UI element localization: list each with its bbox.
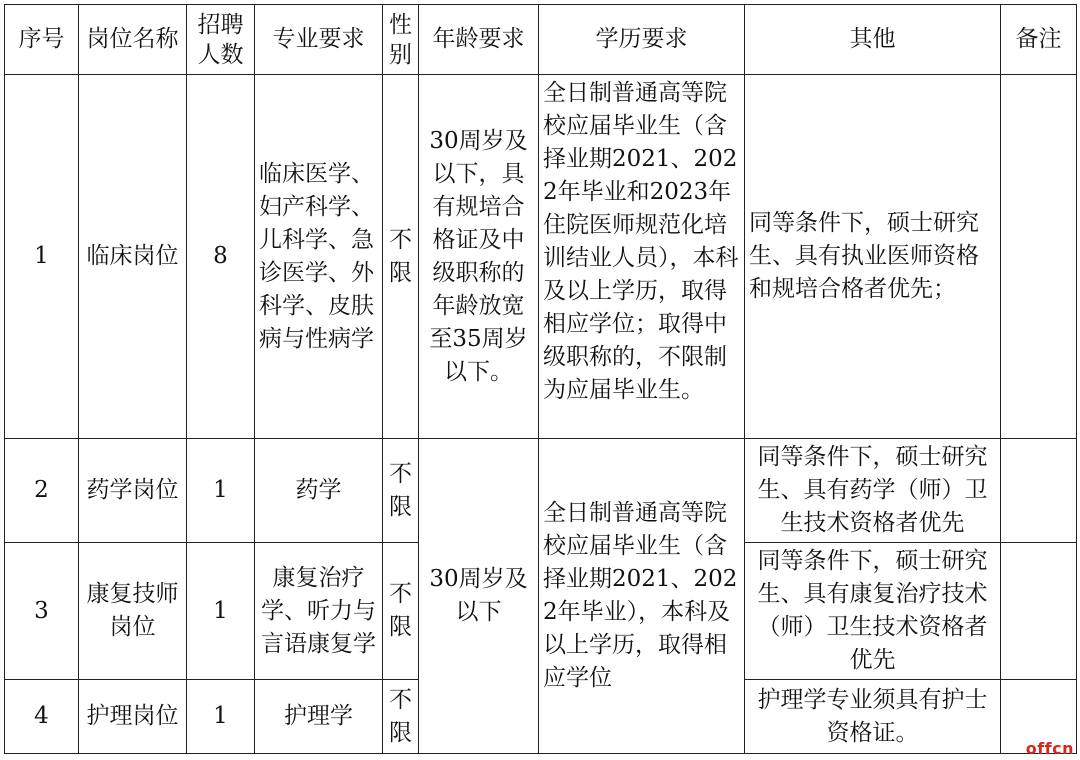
row-major: 护理学 (255, 680, 383, 754)
table-row (5, 75, 1077, 439)
row-gender: 不限 (383, 680, 419, 754)
header-major: 专业要求 (255, 5, 383, 75)
row-remarks (1001, 439, 1077, 543)
header-education: 学历要求 (539, 5, 745, 75)
row-remarks (1001, 75, 1077, 439)
row-gender: 不限 (383, 75, 419, 439)
row-position: 康复技师岗位 (79, 543, 187, 680)
header-gender: 性别 (383, 5, 419, 75)
row-major: 康复治疗学、听力与言语康复学 (255, 543, 383, 680)
watermark-logo: offcn (1025, 739, 1074, 758)
row-other: 护理学专业须具有护士资格证。 (745, 680, 1001, 754)
row-major: 临床医学、妇产科学、儿科学、急诊医学、外科学、皮肤病与性病学 (255, 75, 383, 439)
row-gender: 不限 (383, 439, 419, 543)
row-education: 全日制普通高等院校应届毕业生（含择业期2021、2022年毕业和2023年住院医师规范化培训结业人员），本科及以上学历，取得相应学位；取得中级职称的，不限制为应届毕业生。 (539, 75, 745, 439)
table-row (5, 439, 1077, 543)
row-count: 8 (187, 75, 255, 439)
header-row (5, 5, 1077, 75)
row-other: 同等条件下，硕士研究生、具有药学（师）卫生技术资格者优先 (745, 439, 1001, 543)
recruitment-table (4, 4, 1077, 754)
row-age: 30周岁及以下，具有规培合格证及中级职称的年龄放宽至35周岁以下。 (419, 75, 539, 439)
merged-education: 全日制普通高等院校应届毕业生（含择业期2021、2022年毕业），本科及以上学历，取得相应学位 (539, 439, 745, 754)
row-position: 护理岗位 (79, 680, 187, 754)
row-count: 1 (187, 680, 255, 754)
row-gender: 不限 (383, 543, 419, 680)
row-index: 1 (5, 75, 79, 439)
row-remarks (1001, 543, 1077, 680)
row-position: 药学岗位 (79, 439, 187, 543)
row-other: 同等条件下，硕士研究生、具有执业医师资格和规培合格者优先； (745, 75, 1001, 439)
merged-age: 30周岁及以下 (419, 439, 539, 754)
row-count: 1 (187, 543, 255, 680)
row-major: 药学 (255, 439, 383, 543)
header-count: 招聘人数 (187, 5, 255, 75)
header-age: 年龄要求 (419, 5, 539, 75)
header-remarks: 备注 (1001, 5, 1077, 75)
row-index: 4 (5, 680, 79, 754)
row-position: 临床岗位 (79, 75, 187, 439)
header-index: 序号 (5, 5, 79, 75)
row-count: 1 (187, 439, 255, 543)
header-other: 其他 (745, 5, 1001, 75)
header-position: 岗位名称 (79, 5, 187, 75)
row-other: 同等条件下，硕士研究生、具有康复治疗技术（师）卫生技术资格者优先 (745, 543, 1001, 680)
row-index: 2 (5, 439, 79, 543)
row-index: 3 (5, 543, 79, 680)
